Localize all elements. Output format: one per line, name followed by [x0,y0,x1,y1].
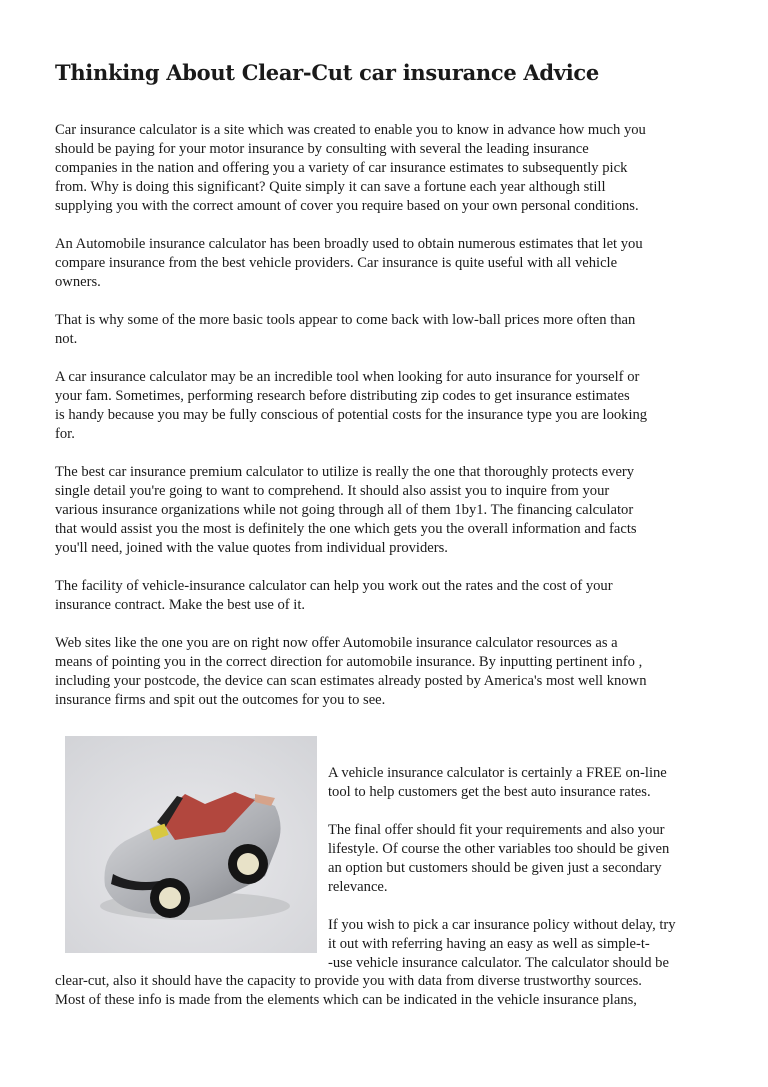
text-line: If you wish to pick a car insurance policy without delay, try [328,917,676,933]
text-line: including your postcode, the device can scan estimates already posted by America's most well known [55,673,647,689]
text-line: that would assist you the most is definitely the one which gets you the overall information and facts [55,521,637,537]
toy-car-photo [65,736,317,953]
paragraph [55,634,720,710]
text-line: insurance firms and spit out the outcomes for you to see. [55,692,386,708]
text-line: owners. [55,274,101,290]
text-line: Most of these info is made from the elements which can be indicated in the vehicle insurance plans, [55,992,637,1008]
text-line: your fam. Sometimes, performing research before distributing zip codes to get insurance estimates [55,388,630,404]
image-side-text [328,764,718,992]
text-line: A vehicle insurance calculator is certainly a FREE on-line [328,765,667,781]
text-line: an option but customers should be given just a secondary [328,860,662,876]
paragraph [55,311,720,349]
text-line: An Automobile insurance calculator has been broadly used to obtain numerous estimates that let you [55,236,643,252]
text-line: Web sites like the one you are on right now offer Automobile insurance calculator resources as a [55,635,618,651]
text-line: tool to help customers get the best auto insurance rates. [328,784,651,800]
text-line: from. Why is doing this significant? Quite simply it can save a fortune each year although still [55,179,606,195]
text-line: should be paying for your motor insurance by consulting with several the leading insurance [55,141,589,157]
paragraph [55,235,720,292]
text-line: companies in the nation and offering you a variety of car insurance estimates to subsequently pick [55,160,628,176]
text-line: A car insurance calculator may be an incredible tool when looking for auto insurance for yourself or [55,369,640,385]
text-line: The facility of vehicle-insurance calculator can help you work out the rates and the cost of your [55,578,613,594]
paragraph [55,577,720,615]
text-line: Car insurance calculator is a site which was created to enable you to know in advance how much you [55,122,646,138]
text-line: not. [55,331,78,347]
text-line: single detail you're going to want to comprehend. It should also assist you to inquire from your [55,483,610,499]
article-continuation [55,972,720,1010]
paragraph [55,368,720,444]
text-line: supplying you with the correct amount of cover you require based on your own personal conditions. [55,198,639,214]
text-line: -use vehicle insurance calculator. The calculator should be [328,955,669,971]
text-line: lifestyle. Of course the other variables too should be given [328,841,670,857]
text-line: it out with referring having an easy as well as simple-t- [328,936,650,952]
text-line: you'll need, joined with the value quotes from individual providers. [55,540,448,556]
text-line: various insurance organizations while not going through all of them 1by1. The financing calculator [55,502,634,518]
text-line: is handy because you may be fully conscious of potential costs for the insurance type you are looking [55,407,648,423]
text-line: The final offer should fit your requirements and also your [328,822,665,838]
text-line: That is why some of the more basic tools appear to come back with low-ball prices more often than [55,312,636,328]
text-line: clear-cut, also it should have the capacity to provide you with data from diverse trustworthy sources. [55,973,642,989]
text-line: The best car insurance premium calculator to utilize is really the one that thoroughly protects every [55,464,635,480]
text-line: for. [55,426,75,442]
paragraph [55,121,720,216]
paragraph [55,463,720,558]
page-title: Thinking About Clear-Cut car insurance Advice [55,60,599,85]
paragraph [328,916,718,973]
text-line: insurance contract. Make the best use of it. [55,597,306,613]
text-line: compare insurance from the best vehicle providers. Car insurance is quite useful with all vehicle [55,255,618,271]
text-line: means of pointing you in the correct direction for automobile insurance. By inputting pertinent info , [55,654,643,670]
text-line: relevance. [328,879,388,895]
paragraph [328,821,718,897]
paragraph [328,764,718,802]
article-body [55,121,720,729]
